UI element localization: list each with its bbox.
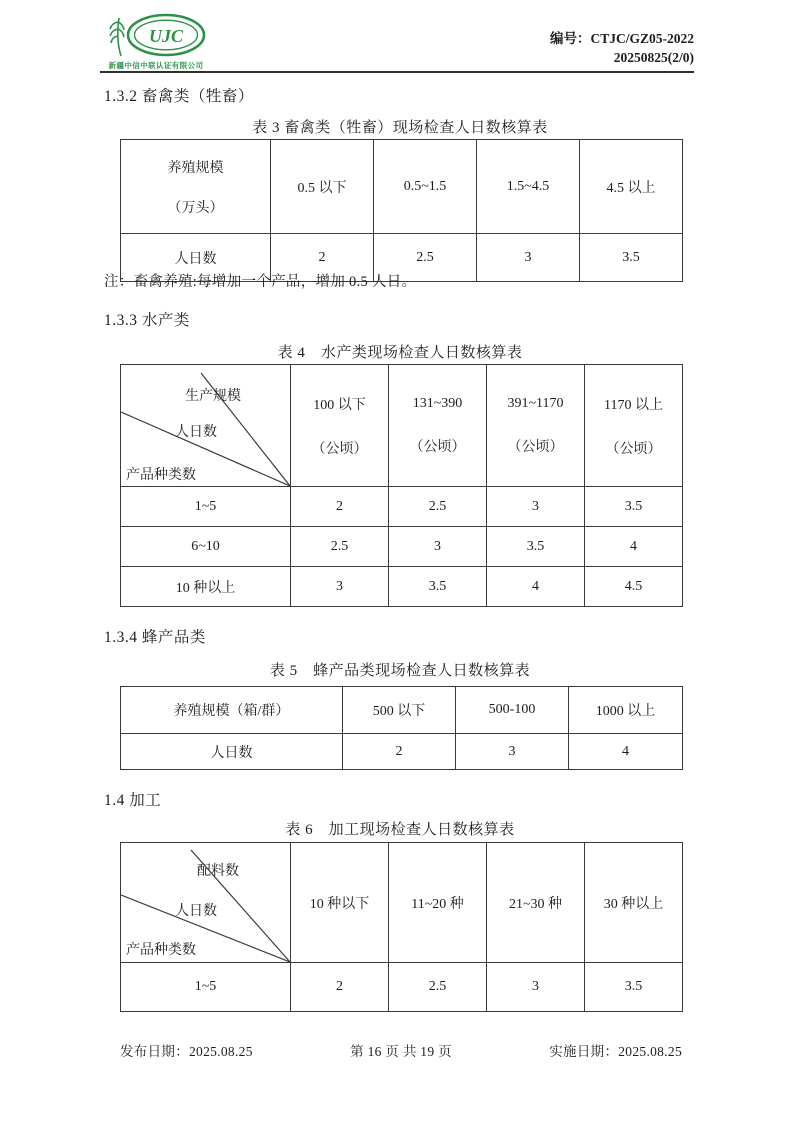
table4-col-range: 100 以下 [313, 397, 366, 413]
table6-col-header: 21~30 种 [487, 843, 585, 963]
table3-value: 2 [271, 234, 374, 282]
table4-value: 3 [487, 487, 585, 527]
document-number-block [550, 29, 694, 71]
page-header [100, 0, 694, 73]
table3-note: 注：畜禽养殖:每增加一个产品，增加 0.5 人日。 [104, 274, 417, 290]
table4-value: 3 [389, 527, 487, 567]
table4-col-unit: （公顷） [311, 441, 368, 457]
table5-row-header: 养殖规模（箱/群） [121, 687, 343, 734]
release-date: 发布日期：2025.08.25 [120, 1044, 253, 1059]
table5-col-header: 1000 以上 [569, 687, 683, 734]
section-heading-processing: 1.4 加工 [104, 792, 162, 809]
table5-value: 4 [569, 734, 683, 770]
table4-col-header [389, 365, 487, 487]
table6-diag-mid: 人日数 [175, 904, 217, 919]
table6-value: 2.5 [389, 963, 487, 1012]
table4-value: 4 [585, 527, 683, 567]
table3-value: 2.5 [374, 234, 477, 282]
table4-diag-bottom: 产品种类数 [126, 468, 196, 483]
table3-row-header-line1: 养殖规模 [167, 160, 224, 176]
table5-bee [120, 686, 683, 770]
logo-letters: UJC [148, 26, 184, 46]
table4-value: 4.5 [585, 567, 683, 607]
table5-col-header: 500-100 [456, 687, 569, 734]
table5-data-row [121, 734, 683, 770]
table6-caption: 表 6 加工现场检查人日数核算表 [285, 822, 515, 838]
table4-value: 2 [291, 487, 389, 527]
ctjc-logo-icon [104, 13, 208, 59]
table3-row-header [121, 140, 271, 234]
table3-col-header: 0.5~1.5 [374, 140, 477, 234]
section-heading-aquatic: 1.3.3 水产类 [104, 312, 190, 329]
table4-col-range: 131~390 [412, 395, 463, 411]
table4-aquatic [120, 364, 683, 607]
table3-row-header-line2: （万头） [167, 200, 224, 216]
table4-row-label: 1~5 [121, 487, 291, 527]
implement-date: 实施日期：2025.08.25 [549, 1044, 682, 1059]
table6-diagonal-header [121, 843, 291, 963]
table4-value: 3.5 [389, 567, 487, 607]
table4-caption: 表 4 水产类现场检查人日数核算表 [277, 345, 523, 361]
table6-value: 2 [291, 963, 389, 1012]
table4-col-header [291, 365, 389, 487]
table6-value: 3 [487, 963, 585, 1012]
table4-row-label: 6~10 [121, 527, 291, 567]
table4-row-label: 10 种以上 [121, 567, 291, 607]
table5-value: 2 [343, 734, 456, 770]
table4-diag-top: 生产规模 [185, 389, 241, 404]
table4-col-unit: （公顷） [409, 439, 466, 455]
page-number: 第 16 页 共 19 页 [350, 1044, 452, 1059]
table3-value: 3 [477, 234, 580, 282]
table6-value: 3.5 [585, 963, 683, 1012]
doc-revision: 20250825(2/0) [613, 50, 694, 66]
table3-col-header: 0.5 以下 [271, 140, 374, 234]
table6-processing [120, 842, 683, 1012]
table4-col-header [487, 365, 585, 487]
table6-row-label: 1~5 [121, 963, 291, 1012]
table6-diag-top: 配料数 [197, 864, 239, 879]
table3-row-label: 人日数 [121, 234, 271, 282]
table4-value: 3 [291, 567, 389, 607]
table3-col-header: 4.5 以上 [580, 140, 683, 234]
logo-block [100, 0, 212, 71]
table4-value: 3.5 [487, 527, 585, 567]
section-heading-bee: 1.3.4 蜂产品类 [104, 629, 206, 646]
table3-caption: 表 3 畜禽类（牲畜）现场检查人日数核算表 [252, 120, 548, 136]
table4-diagonal-header [121, 365, 291, 487]
company-name: 新疆中信中联认证有限公司 [108, 61, 204, 70]
table4-value: 3.5 [585, 487, 683, 527]
table5-value: 3 [456, 734, 569, 770]
table6-data-row [121, 963, 683, 1012]
table3-col-header: 1.5~4.5 [477, 140, 580, 234]
table5-row-label: 人日数 [121, 734, 343, 770]
table6-col-header: 11~20 种 [389, 843, 487, 963]
table4-data-row [121, 527, 683, 567]
table4-value: 2.5 [389, 487, 487, 527]
table5-caption: 表 5 蜂产品类现场检查人日数核算表 [269, 663, 531, 679]
table5-col-header: 500 以下 [343, 687, 456, 734]
doc-number: 编号：CTJC/GZ05-2022 [549, 30, 694, 46]
table4-value: 2.5 [291, 527, 389, 567]
table4-value: 4 [487, 567, 585, 607]
table4-col-header [585, 365, 683, 487]
section-heading-livestock: 1.3.2 畜禽类（牲畜） [104, 88, 254, 105]
table4-col-range: 1170 以上 [604, 397, 663, 413]
table4-data-row [121, 487, 683, 527]
table4-data-row [121, 567, 683, 607]
table6-col-header: 30 种以上 [585, 843, 683, 963]
table4-diag-mid: 人日数 [175, 425, 217, 440]
table6-col-header: 10 种以下 [291, 843, 389, 963]
table3-livestock [120, 139, 683, 282]
page-footer [120, 1040, 682, 1060]
table4-col-unit: （公顷） [605, 441, 662, 457]
table4-col-unit: （公顷） [507, 439, 564, 455]
table3-value: 3.5 [580, 234, 683, 282]
table4-col-range: 391~1170 [507, 395, 564, 411]
table6-diag-bottom: 产品种类数 [126, 943, 196, 958]
